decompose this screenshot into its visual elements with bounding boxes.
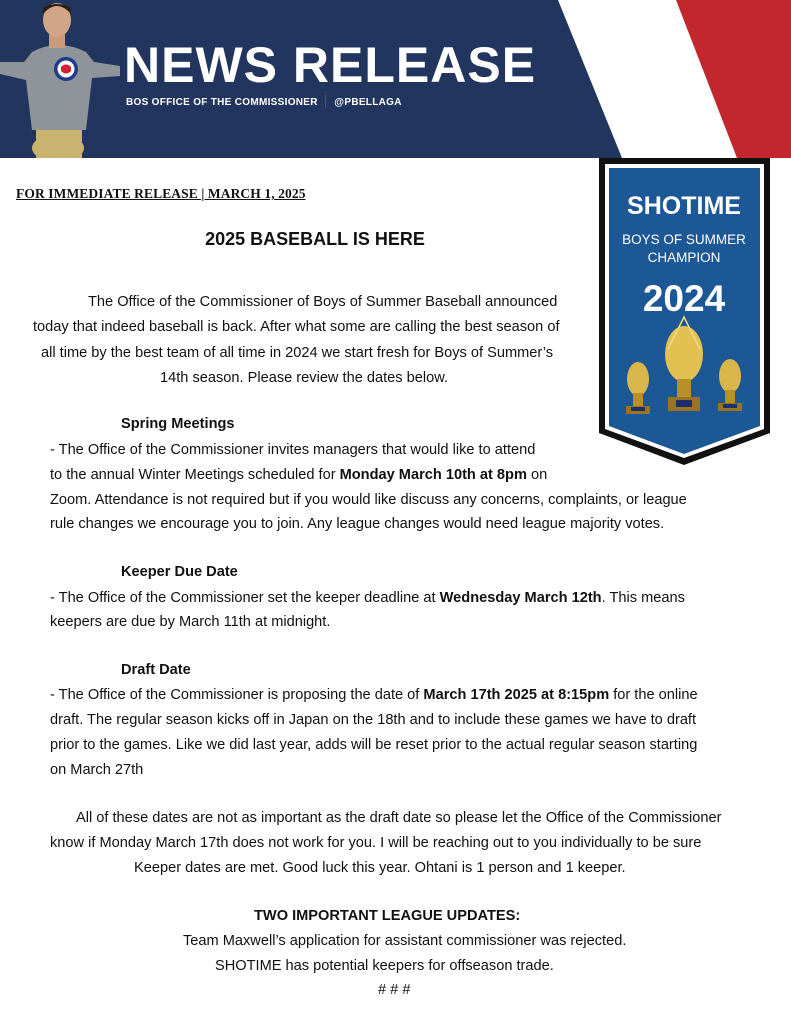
trophy-icon: [626, 362, 650, 414]
pennant-line-2: CHAMPION: [647, 250, 721, 265]
closing-line: know if Monday March 17th does not work for you. I will be reaching out to you individually to be sure: [50, 835, 702, 851]
section-heading-keeper-due-date: Keeper Due Date: [121, 564, 238, 580]
keeper-deadline: Wednesday March 12th: [439, 590, 602, 606]
section-heading-spring-meetings: Spring Meetings: [121, 416, 235, 432]
news-release-title: NEWS RELEASE: [124, 37, 537, 93]
social-handle: @PBELLAGA: [334, 97, 402, 108]
commissioner-photo: [0, 0, 120, 158]
section-heading-draft-date: Draft Date: [121, 662, 191, 678]
pennant-line-1: BOYS OF SUMMER: [622, 232, 746, 247]
pennant-team: SHOTIME: [627, 192, 741, 220]
pennant-year: 2024: [642, 278, 726, 319]
end-mark: # # #: [378, 982, 411, 998]
body-line: prior to the games. Like we did last year, adds will be reset prior to the actual regular season starting: [50, 737, 698, 753]
office-label: BOS OFFICE OF THE COMMISSIONER: [126, 97, 318, 108]
closing-line: All of these dates are not as important as the draft date so please let the Office of the Commissioner: [76, 810, 722, 826]
draft-date: March 17th 2025 at 8:15pm: [423, 687, 610, 703]
closing-line: Keeper dates are met. Good luck this year. Ohtani is 1 person and 1 keeper.: [134, 860, 626, 876]
meeting-date: Monday March 10th at 8pm: [339, 467, 527, 483]
update-item: SHOTIME has potential keepers for offseason trade.: [215, 958, 554, 974]
body-line: - The Office of the Commissioner is proposing the date of March 17th 2025 at 8:15pm for the online: [50, 687, 698, 703]
update-item: Team Maxwell’s application for assistant commissioner was rejected.: [183, 933, 627, 949]
intro-line: all time by the best team of all time in 2024 we start fresh for Boys of Summer’s: [41, 345, 554, 361]
body-line: Zoom. Attendance is not required but if you would like discuss any concerns, complaints, or league: [50, 492, 687, 508]
subtitle-separator: [325, 95, 327, 108]
body-line: on March 27th: [50, 762, 144, 778]
intro-line: today that indeed baseball is back. After what some are calling the best season of: [33, 319, 560, 335]
trophy-icon: [718, 359, 742, 411]
body-line: draft. The regular season kicks off in Japan on the 18th and to include these games we have to draft: [50, 712, 697, 728]
updates-heading: TWO IMPORTANT LEAGUE UPDATES:: [254, 908, 521, 924]
body-line: keepers are due by March 11th at midnight.: [50, 614, 331, 630]
header-banner: [0, 0, 791, 158]
body-line: - The Office of the Commissioner invites managers that would like to attend: [50, 442, 536, 458]
body-line: - The Office of the Commissioner set the keeper deadline at Wednesday March 12th. This means: [50, 590, 685, 606]
release-date-line: FOR IMMEDIATE RELEASE | MARCH 1, 2025: [16, 186, 306, 201]
champion-pennant: [598, 157, 771, 467]
headline: 2025 BASEBALL IS HERE: [205, 229, 425, 249]
intro-line: The Office of the Commissioner of Boys of Summer Baseball announced: [88, 294, 558, 310]
body-line: to the annual Winter Meetings scheduled for Monday March 10th at 8pm on: [50, 467, 548, 483]
body-line: rule changes we encourage you to join. Any league changes would need league majority votes.: [50, 516, 665, 532]
header-subtitle: [126, 95, 402, 108]
intro-line: 14th season. Please review the dates below.: [160, 370, 449, 386]
